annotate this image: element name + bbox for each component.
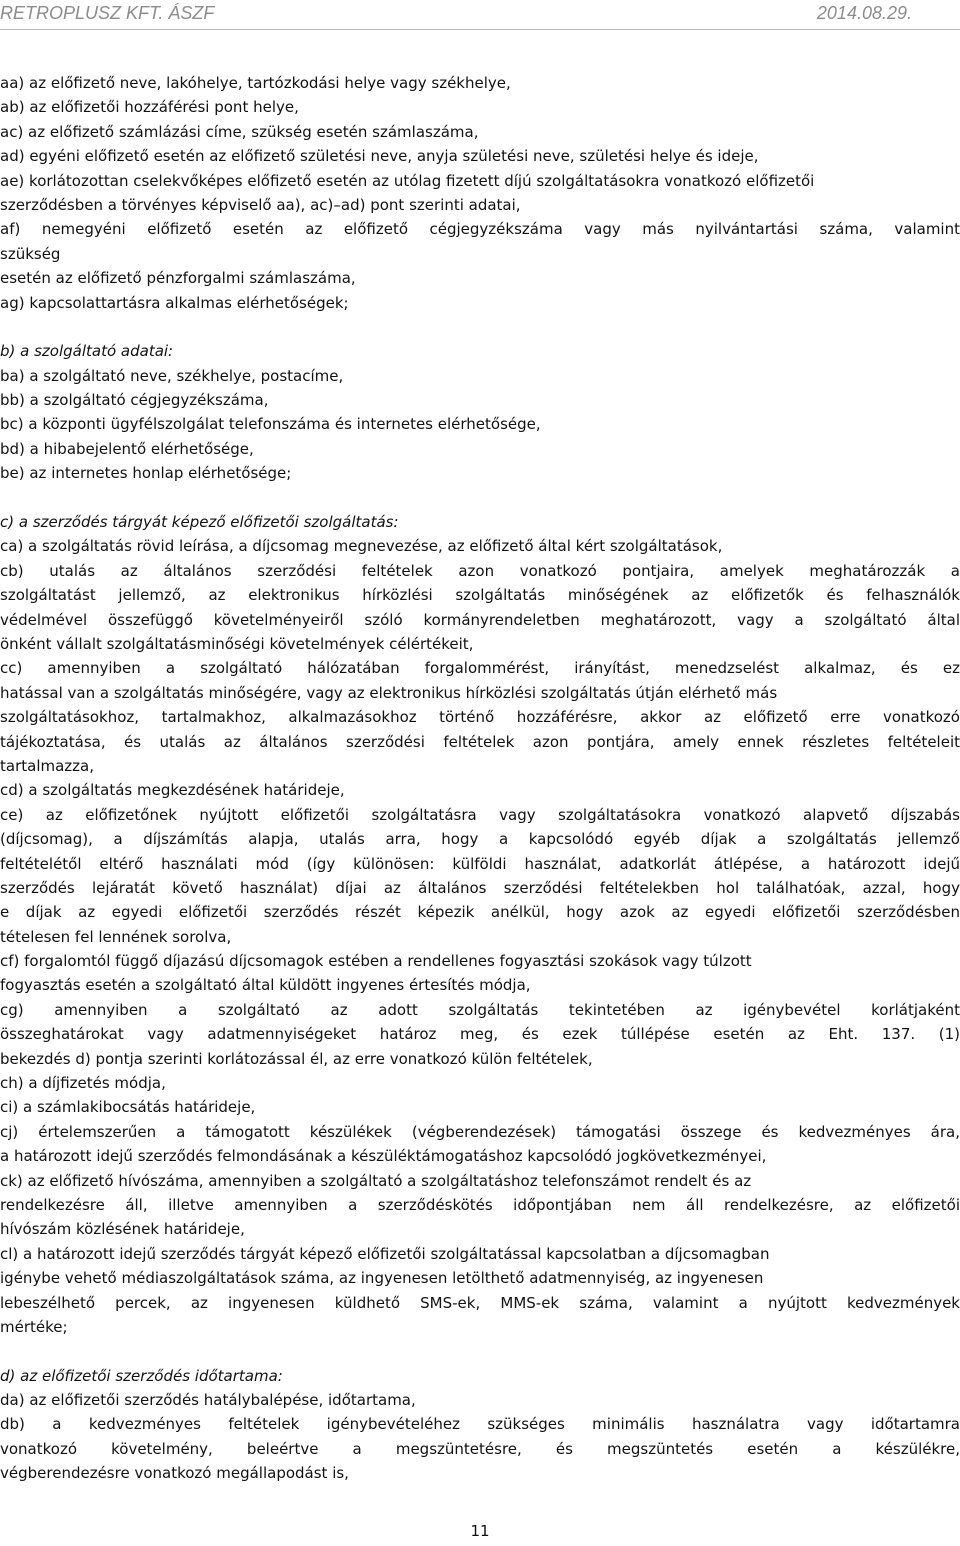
text-line: e díjak az egyedi előfizetői szerződés részét képezik anélkül, hogy azok az egyedi előfizetői szerződésben bbox=[0, 903, 960, 922]
text-line: ca) a szolgáltatás rövid leírása, a díjcsomag megnevezése, az előfizető által kért szolgáltatások, bbox=[0, 537, 723, 556]
text-line: tételesen fel lennének sorolva, bbox=[0, 927, 232, 946]
text-line: ae) korlátozottan cselekvőképes előfizető esetén az utólag fizetett díjú szolgáltatásokra vonatkozó előfizetői bbox=[0, 171, 815, 190]
text-line: cj) értelemszerűen a támogatott készülékek (végberendezések) támogatási összege és kedvezményes ára, bbox=[0, 1122, 960, 1141]
text-line: ad) egyéni előfizető esetén az előfizető születési neve, anyja születési neve, születési helye és ideje, bbox=[0, 147, 759, 166]
text-line: (díjcsomag), a díjszámítás alapja, utalás arra, hogy a kapcsolódó egyéb díjak a szolgáltatás jellemző bbox=[0, 830, 960, 849]
text-line: ce) az előfizetőnek nyújtott előfizetői szolgáltatásra vagy szolgáltatásokra vonatkozó alapvető díjszabás bbox=[0, 805, 960, 824]
page-number: 11 bbox=[470, 1522, 490, 1540]
text-line: ck) az előfizető hívószáma, amennyiben a szolgáltató a szolgáltatáshoz telefonszámot rendelt és az bbox=[0, 1171, 752, 1190]
text-line: cf) forgalomtól függő díjazású díjcsomagok estében a rendellenes fogyasztási szokások vagy túlzott bbox=[0, 952, 752, 971]
text-line: ag) kapcsolattartásra alkalmas elérhetőségek; bbox=[0, 293, 349, 312]
text-line: esetén az előfizető pénzforgalmi számlaszáma, bbox=[0, 269, 356, 288]
text-line: tartalmazza, bbox=[0, 756, 94, 775]
text-line: bc) a központi ügyfélszolgálat telefonszáma és internetes elérhetősége, bbox=[0, 415, 541, 434]
text-line: bekezdés d) pontja szerinti korlátozással él, az erre vonatkozó külön feltételek, bbox=[0, 1049, 593, 1068]
text-line: bd) a hibabejelentő elérhetősége, bbox=[0, 439, 254, 458]
text-line: rendelkezésre áll, illetve amennyiben a szerződéskötés időpontjában nem áll rendelkezésre, az előfizetői bbox=[0, 1195, 960, 1214]
blank-line bbox=[0, 315, 960, 339]
page-footer bbox=[0, 1522, 960, 1540]
section-heading: d) az előfizetői szerződés időtartama: bbox=[0, 1366, 283, 1385]
text-line: da) az előfizetői szerződés hatálybalépése, időtartama, bbox=[0, 1391, 416, 1410]
text-line: mértéke; bbox=[0, 1317, 68, 1336]
text-line: védelmével összefüggő követelményeiről szóló kormányrendeletben meghatározott, vagy a szolgáltató által bbox=[0, 610, 960, 629]
text-line: szolgáltatásokhoz, tartalmakhoz, alkalmazásokhoz történő hozzáférésre, akkor az előfizető erre vonatkozó bbox=[0, 708, 960, 727]
text-line: ch) a díjfizetés módja, bbox=[0, 1074, 166, 1093]
text-line: hatással van a szolgáltatás minőségére, vagy az elektronikus hírközlési szolgáltatás útján elérhető más bbox=[0, 683, 778, 702]
section-heading: b) a szolgáltató adatai: bbox=[0, 342, 174, 361]
text-line: a határozott idejű szerződés felmondásának a készüléktámogatáshoz kapcsolódó jogkövetkezményei, bbox=[0, 1147, 767, 1166]
page-header bbox=[0, 0, 960, 26]
text-line: cl) a határozott idejű szerződés tárgyát képező előfizetői szolgáltatással kapcsolatban a díjcsomagban bbox=[0, 1244, 770, 1263]
text-line: af) nemegyéni előfizető esetén az előfizető cégjegyzékszáma vagy más nyilvántartási száma, valamint bbox=[0, 220, 960, 239]
header-rule bbox=[0, 29, 960, 30]
text-line: ac) az előfizető számlázási címe, szükség esetén számlaszáma, bbox=[0, 122, 479, 141]
text-line: bb) a szolgáltató cégjegyzékszáma, bbox=[0, 391, 269, 410]
blank-line bbox=[0, 1339, 960, 1363]
text-line: önként vállalt szolgáltatásminőségi követelmények célértékeit, bbox=[0, 634, 474, 653]
text-line: fogyasztás esetén a szolgáltató által küldött ingyenes értesítés módja, bbox=[0, 976, 531, 995]
text-line: vonatkozó követelmény, beleértve a megszüntetésre, és megszüntetés esetén a készülékre, bbox=[0, 1439, 960, 1458]
text-line: cc) amennyiben a szolgáltató hálózatában forgalommérést, irányítást, menedzselést alkalmaz, és ez bbox=[0, 659, 960, 678]
text-line: szerződés lejáratát követő használat) díjai az általános szerződési feltételekben hol találhatóak, azzal, hogy bbox=[0, 878, 960, 897]
text-line: ab) az előfizetői hozzáférési pont helye, bbox=[0, 98, 299, 117]
text-line: tájékoztatása, és utalás az általános szerződési feltételek azon pontjára, amely ennek részletes feltételeit bbox=[0, 732, 960, 751]
text-line: szükség bbox=[0, 244, 61, 263]
document-body bbox=[0, 71, 960, 1486]
text-line: cb) utalás az általános szerződési feltételek azon vonatkozó pontjaira, amelyek meghatározzák a bbox=[0, 561, 960, 580]
text-line: be) az internetes honlap elérhetősége; bbox=[0, 464, 292, 483]
text-line: hívószám közlésének határideje, bbox=[0, 1220, 245, 1239]
header-company: RETROPLUSZ KFT. ÁSZF bbox=[0, 3, 215, 23]
text-line: cd) a szolgáltatás megkezdésének határideje, bbox=[0, 781, 345, 800]
header-date: 2014.08.29. bbox=[816, 3, 912, 23]
text-line: aa) az előfizető neve, lakóhelye, tartózkodási helye vagy székhelye, bbox=[0, 74, 511, 92]
text-line: szerződésben a törvényes képviselő aa), ac)–ad) pont szerinti adatai, bbox=[0, 195, 521, 214]
text-line: igénybe vehető médiaszolgáltatások száma, az ingyenesen letölthető adatmennyiség, az ingyenesen bbox=[0, 1269, 764, 1288]
blank-line bbox=[0, 486, 960, 510]
text-line: lebeszélhető percek, az ingyenesen küldhető SMS-ek, MMS-ek száma, valamint a nyújtott kedvezmények bbox=[0, 1293, 960, 1312]
text-line: cg) amennyiben a szolgáltató az adott szolgáltatás tekintetében az igénybevétel korlátjaként bbox=[0, 1000, 960, 1019]
text-line: ci) a számlakibocsátás határideje, bbox=[0, 1098, 256, 1117]
text-line: összeghatárokat vagy adatmennyiségeket határoz meg, és ezek túllépése esetén az Eht. 137. (1) bbox=[0, 1025, 960, 1044]
section-heading: c) a szerződés tárgyát képező előfizetői szolgáltatás: bbox=[0, 513, 399, 532]
text-line: db) a kedvezményes feltételek igénybevételéhez szükséges minimális használatra vagy időtartamra bbox=[0, 1415, 960, 1434]
text-line: végberendezésre vonatkozó megállapodást is, bbox=[0, 1464, 349, 1483]
text-line: feltételétől eltérő használati mód (így különösen: külföldi használat, adatkorlát átlépése, a határozott idejű bbox=[0, 854, 960, 873]
text-line: szolgáltatást jellemző, az elektronikus hírközlési szolgáltatás minőségének az előfizetők és felhasználók bbox=[0, 586, 960, 605]
text-line: ba) a szolgáltató neve, székhelye, postacíme, bbox=[0, 366, 344, 385]
